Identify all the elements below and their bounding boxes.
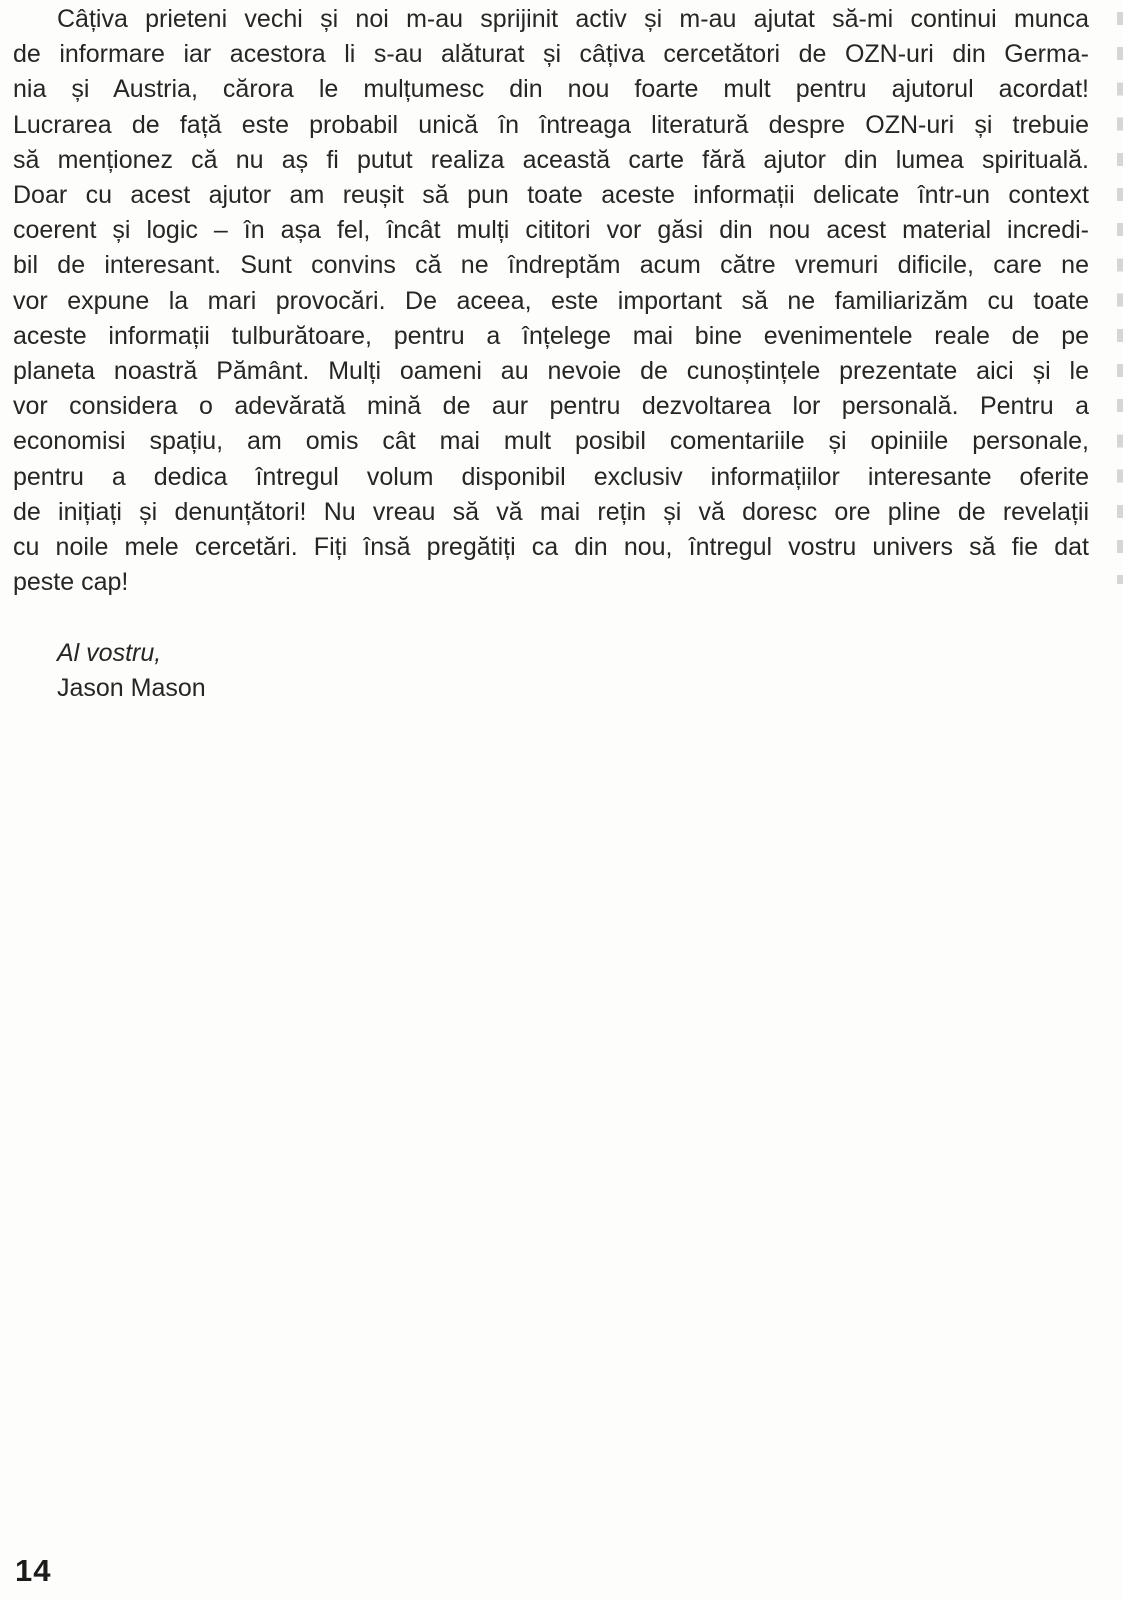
paragraph-line: aceste informații tulburătoare, pentru a înțelege mai bine evenimentele reale de pe (13, 321, 1089, 350)
page-number: 14 (15, 1553, 52, 1588)
body-text (13, 2, 1089, 706)
paragraph-line: Lucrarea de față este probabil unică în întreaga literatură despre OZN-uri și trebuie (13, 110, 1089, 139)
paragraph-line: de inițiați și denunțători! Nu vreau să vă mai rețin și vă doresc ore pline de revelații (13, 497, 1089, 526)
paragraph-line: planeta noastră Pământ. Mulți oameni au nevoie de cunoștințele prezentate aici și le (13, 357, 1089, 386)
paragraph-line: peste cap! (13, 568, 129, 597)
paragraph-line: de informare iar acestora li s-au alăturat și câțiva cercetători de OZN-uri din Germa- (13, 40, 1089, 69)
paragraph-line: economisi spațiu, am omis cât mai mult posibil comentariile și opiniile personale, (13, 427, 1089, 456)
paragraph-line: vor considera o adevărată mină de aur pentru dezvoltarea lor personală. Pentru a (13, 392, 1089, 421)
paragraph-line: nia și Austria, cărora le mulțumesc din nou foarte mult pentru ajutorul acordat! (13, 75, 1089, 104)
paragraph-line: să menționez că nu aș fi putut realiza această carte fără ajutor din lumea spirituală. (13, 145, 1089, 174)
signature-name: Jason Mason (57, 673, 206, 702)
paragraph-line: Doar cu acest ajutor am reușit să pun toate aceste informații delicate într-un context (13, 181, 1089, 210)
paragraph-line: vor expune la mari provocări. De aceea, este important să ne familiarizăm cu toate (13, 286, 1089, 315)
signature-gap (13, 600, 1089, 635)
paragraph-line: pentru a dedica întregul volum disponibil exclusiv informațiilor interesante oferite (13, 462, 1089, 491)
paragraph-line: cu noile mele cercetări. Fiți însă pregătiți ca din nou, întregul vostru univers să fie dat (13, 533, 1089, 562)
paragraph-line: coerent și logic – în așa fel, încât mulți cititori vor găsi din nou acest material incredi- (13, 216, 1089, 245)
paragraph-line: bil de interesant. Sunt convins că ne îndreptăm acum către vremuri dificile, care ne (13, 251, 1089, 280)
paragraph-line: Câțiva prieteni vechi și noi m-au sprijinit activ și m-au ajutat să-mi continui munca (57, 5, 1089, 33)
signature-closing: Al vostru, (57, 638, 162, 667)
scan-edge-artifact (1117, 12, 1123, 584)
